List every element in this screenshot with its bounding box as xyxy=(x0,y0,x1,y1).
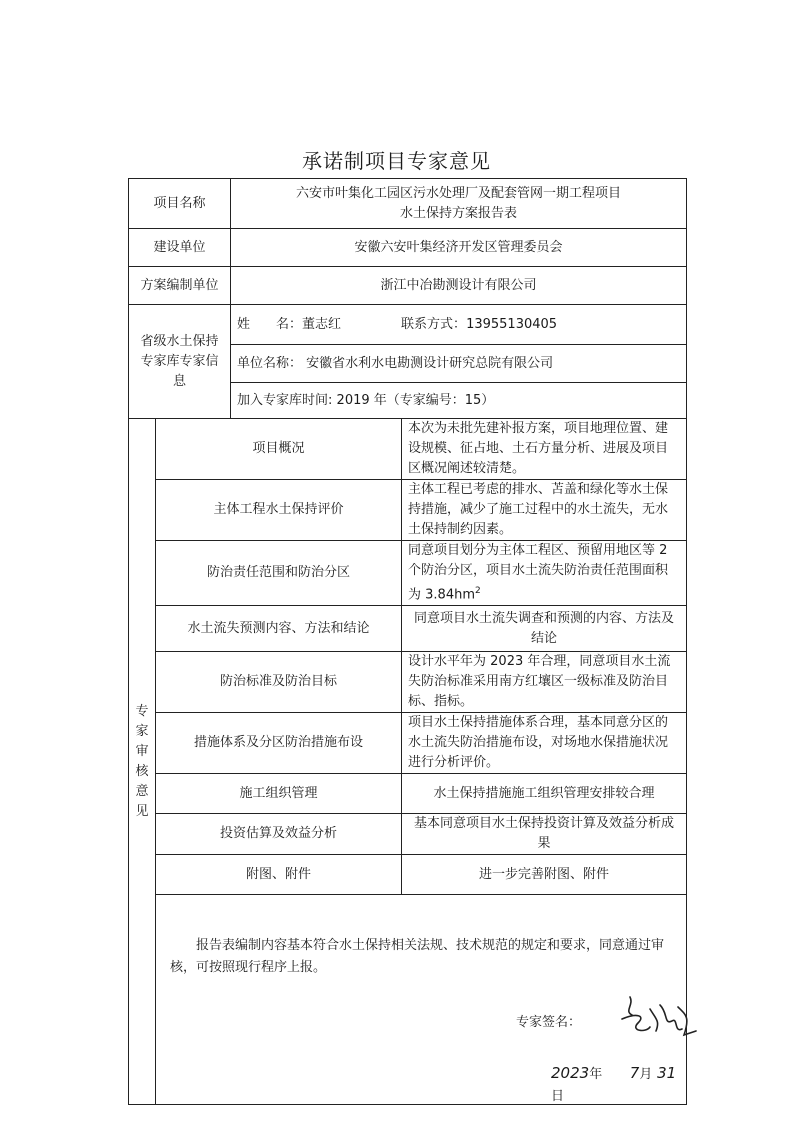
side-char: 专 xyxy=(135,703,149,719)
expert-name-row xyxy=(129,305,687,345)
expert-join-label: 加入专家库时间: xyxy=(237,392,333,408)
expert-unit-cell xyxy=(231,345,687,383)
expert-info-label xyxy=(129,305,231,419)
expert-join-no: （专家编号：15） xyxy=(386,392,495,408)
side-char: 核 xyxy=(135,763,149,779)
review-row xyxy=(129,774,687,814)
review-row xyxy=(129,814,687,855)
builder-label: 建设单位 xyxy=(129,229,231,267)
date-month-unit: 月 xyxy=(639,1067,653,1083)
review-row xyxy=(129,419,687,480)
designer-value: 浙江中冶勘测设计有限公司 xyxy=(231,267,687,305)
opinion-form xyxy=(128,178,687,1105)
review-row xyxy=(129,713,687,774)
review-item-opinion: 水土保持措施施工组织管理安排较合理 xyxy=(402,774,687,814)
date-month: 7 xyxy=(629,1064,640,1083)
review-item-opinion: 基本同意项目水土保持投资计算及效益分析成果 xyxy=(402,814,687,855)
designer-label: 方案编制单位 xyxy=(129,267,231,305)
side-char: 意 xyxy=(135,783,149,799)
review-item-label: 主体工程水土保持评价 xyxy=(156,480,402,541)
date-day-unit: 日 xyxy=(551,1089,565,1105)
review-item-label: 项目概况 xyxy=(156,419,402,480)
handwritten-signature xyxy=(616,991,706,1048)
review-row xyxy=(129,480,687,541)
date-day: 31 xyxy=(657,1064,677,1083)
review-item-opinion: 同意项目水土流失调查和预测的内容、方法及结论 xyxy=(402,606,687,652)
review-item-opinion: 本次为未批先建补报方案，项目地理位置、建设规模、征占地、土石方量分析、进展及项目区概况阐述较清楚。 xyxy=(402,419,687,480)
page-title: 承诺制项目专家意见 xyxy=(302,149,491,173)
review-item-opinion: 主体工程已考虑的排水、苫盖和绿化等水土保持措施，减少了施工过程中的水土流失，无水土保持制约因素。 xyxy=(402,480,687,541)
review-item-label: 措施体系及分区防治措施布设 xyxy=(156,713,402,774)
expert-contact: 13955130405 xyxy=(466,316,558,332)
project-name-label: 项目名称 xyxy=(129,179,231,229)
review-item-label: 水土流失预测内容、方法和结论 xyxy=(156,606,402,652)
review-item-opinion: 项目水土保持措施体系合理，基本同意分区的水土流失防治措施布设，对场地水保措施状况进行分析评价。 xyxy=(402,713,687,774)
builder-value: 安徽六安叶集经济开发区管理委员会 xyxy=(231,229,687,267)
expert-join-cell xyxy=(231,383,687,419)
expert-label-line2: 专家库专家信 xyxy=(140,353,219,369)
review-row xyxy=(129,606,687,652)
review-row xyxy=(129,855,687,895)
side-char: 见 xyxy=(135,803,149,819)
conclusion-cell xyxy=(156,895,687,1105)
review-item-opinion: 设计水平年为 2023 年合理，同意项目水土流失防治标准采用南方红壤区一级标准及防治目标、指标。 xyxy=(402,652,687,713)
review-item-label: 附图、附件 xyxy=(156,855,402,895)
review-row xyxy=(129,652,687,713)
expert-name-cell xyxy=(231,305,687,345)
expert-unit-label: 单位名称： xyxy=(237,355,303,371)
conclusion-row xyxy=(129,895,687,1105)
review-item-opinion: 同意项目划分为主体工程区、预留用地区等 2 个防治分区，项目水土流失防治责任范围面积为 $3.84hm^2$ xyxy=(402,541,687,606)
conclusion-text: 报告表编制内容基本符合水土保持相关法规、技术规范的规定和要求，同意通过审核，可按照现行程序上报。 xyxy=(170,938,665,976)
project-name-line1: 六安市叶集化工园区污水处理厂及配套管网一期工程项目 xyxy=(296,185,622,201)
side-char: 审 xyxy=(135,743,149,759)
signature-label: 专家签名： xyxy=(516,1015,582,1031)
expert-join-year: 2019 年 xyxy=(336,392,387,408)
date-year: 2023 xyxy=(551,1064,590,1083)
review-item-label: 投资估算及效益分析 xyxy=(156,814,402,855)
review-row xyxy=(129,541,687,606)
expert-contact-label: 联系方式： xyxy=(401,316,467,332)
builder-row xyxy=(129,229,687,267)
review-item-label: 防治标准及防治目标 xyxy=(156,652,402,713)
expert-label-line1: 省级水土保持 xyxy=(140,333,219,349)
expert-label-line3: 息 xyxy=(173,373,187,389)
date-year-unit: 年 xyxy=(589,1067,603,1083)
review-item-label: 防治责任范围和防治分区 xyxy=(156,541,402,606)
expert-name: 董志红 xyxy=(302,316,342,332)
expert-name-label: 姓 名： xyxy=(237,316,303,332)
project-name-value xyxy=(231,179,687,229)
review-side-label xyxy=(129,419,156,1105)
designer-row xyxy=(129,267,687,305)
project-name-line2: 水土保持方案报告表 xyxy=(400,205,518,221)
project-name-row xyxy=(129,179,687,229)
side-char: 家 xyxy=(135,723,149,739)
review-item-opinion: 进一步完善附图、附件 xyxy=(402,855,687,895)
review-item-label: 施工组织管理 xyxy=(156,774,402,814)
expert-unit: 安徽省水利水电勘测设计研究总院有限公司 xyxy=(306,355,554,371)
signature-date xyxy=(551,1063,686,1107)
